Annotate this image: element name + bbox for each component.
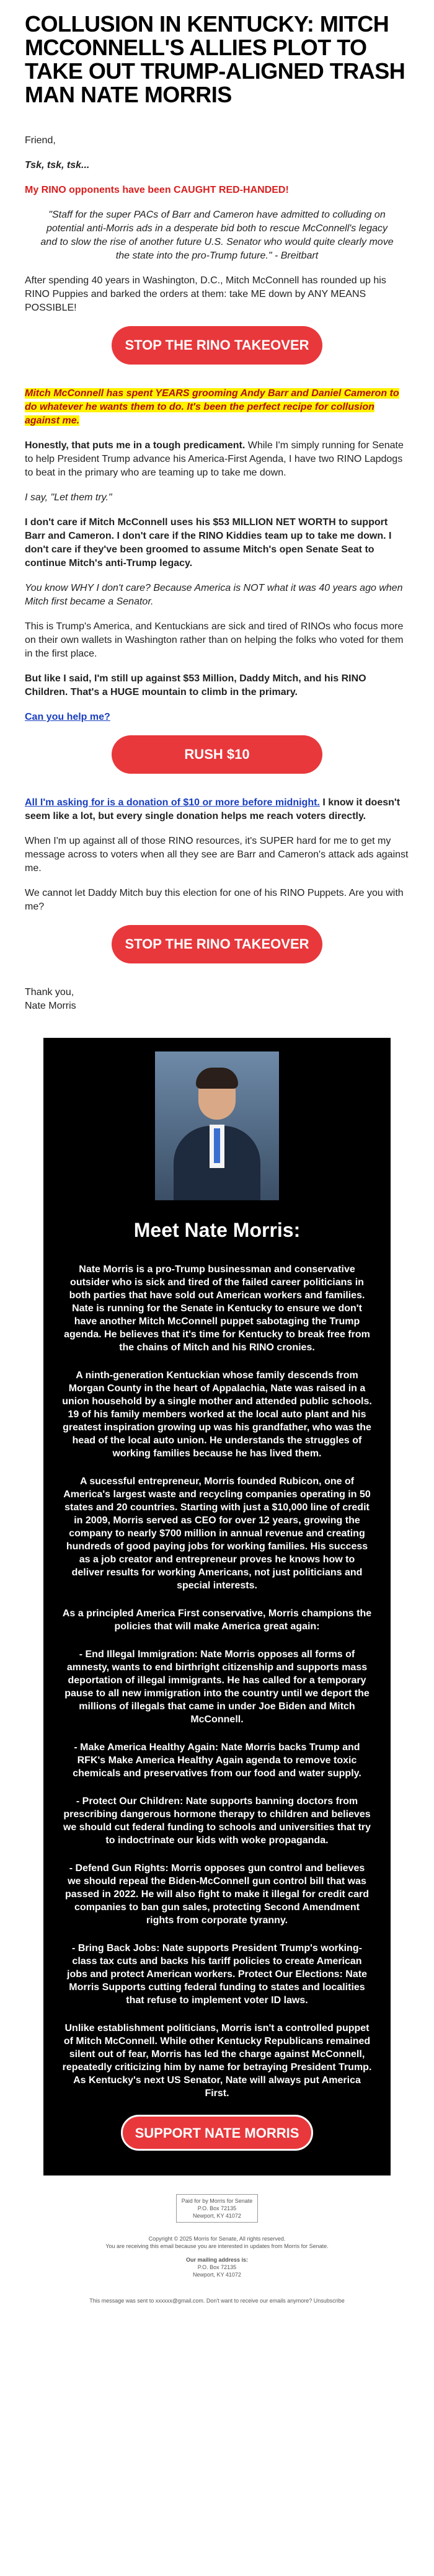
paragraph-2: Honestly, that puts me in a tough predicament. While I'm simply running for Senate to help President Trump advance his America-First Agenda, I have two RINO Lapdogs to beat in the primary who are teaming up to take me down. bbox=[25, 440, 404, 478]
tsk-line: Tsk, tsk, tsk... bbox=[25, 160, 90, 170]
email-body bbox=[25, 0, 409, 1013]
stop-rino-button-1[interactable]: STOP THE RINO TAKEOVER bbox=[112, 326, 322, 365]
bio-paragraph: - Bring Back Jobs: Nate supports President Trump's working-class tax cuts and backs his tariff policies to create American jobs and protect American workers. Protect Our Elections: Nate Morris Supports cutting federal funding to states and localities that refuse to implement voter ID laws. bbox=[67, 1943, 367, 2006]
bio-paragraph: - Protect Our Children: Nate supports banning doctors from prescribing dangerous hormone therapy to children and believes we should cut federal funding to schools and universities that try to indoctrinate our kids with woke propaganda. bbox=[63, 1796, 371, 1846]
paragraph-6: This is Trump's America, and Kentuckians are sick and tired of RINOs who focus more on their own wallets in Washington rather than on helping the folks who voted for them in the first place. bbox=[25, 621, 404, 659]
signoff: Thank you, Nate Morris bbox=[25, 987, 76, 1011]
donation-link[interactable]: All I'm asking for is a donation of $10 or more before midnight. bbox=[25, 797, 320, 808]
highlight-paragraph: Mitch McConnell has spent YEARS grooming Andy Barr and Daniel Cameron to do whatever he wants them to do. It's been the perfect recipe for collusion against me. bbox=[25, 388, 399, 426]
rush-10-button[interactable]: RUSH $10 bbox=[112, 735, 322, 774]
footer bbox=[0, 2175, 434, 2348]
mailing-address: Our mailing address is: P.O. Box 72135 Newport, KY 41072 bbox=[185, 2257, 249, 2278]
bio-paragraph: - Defend Gun Rights: Morris opposes gun control and believes we should repeal the Biden-McConnell gun control bill that was passed in 2022. He will also fight to make it illegal for credit card companies to ban gun sales, protecting Second Amendment rights from corporate tyranny. bbox=[65, 1863, 369, 1926]
paragraph-4: I don't care if Mitch McConnell uses his $53 MILLION NET WORTH to support Barr and Cameron. I don't care if the RINO Kiddies team up to take me down. I don't care if they've been groomed to assume Mitch's open Senate Seat to continue Mitch's anti-Trump legacy. bbox=[25, 517, 392, 569]
support-nate-button[interactable]: SUPPORT NATE MORRIS bbox=[121, 2115, 313, 2151]
bio-paragraph: Unlike establishment politicians, Morris isn't a controlled puppet of Mitch McConnell. While other Kentucky Republicans remained silent out of fear, Morris has led the charge against McConnell, repeatedly criticizing him by name for betraying President Trump. As Kentucky's next US Senator, Nate will always put America First. bbox=[62, 2023, 372, 2099]
paragraph-8: All I'm asking for is a donation of $10 or more before midnight. I know it doesn't seem like a lot, but every single donation helps me reach voters directly. bbox=[25, 797, 401, 821]
paragraph-7: But like I said, I'm still up against $53 Million, Daddy Mitch, and his RINO Children. That's a HUGE mountain to climb in the primary. bbox=[25, 673, 366, 697]
help-link[interactable]: Can you help me? bbox=[25, 712, 110, 722]
paragraph-9: When I'm up against all of those RINO resources, it's SUPER hard for me to get my message across to voters when all they see are Barr and Cameron's attack ads against me. bbox=[25, 836, 409, 874]
bio-title: Meet Nate Morris: bbox=[133, 1219, 301, 1241]
bio-section bbox=[43, 1038, 391, 2175]
copyright-text: Copyright © 2025 Morris for Senate, All rights reserved. You are receiving this email because you are interested in updates from Morris for Senate. bbox=[105, 2236, 329, 2249]
help-paragraph bbox=[25, 710, 409, 724]
bio-paragraph: - End Illegal Immigration: Nate Morris opposes all forms of amnesty, wants to end birthright citizenship and supports mass deportation of illegal immigrants. He has called for a temporary pause to all new immigration into the country until we deport the millions of illegals that came in under Joe Biden and Mitch McConnell. bbox=[64, 1649, 370, 1725]
bio-paragraph: As a principled America First conservative, Morris champions the policies that will make America great again: bbox=[62, 1608, 372, 1632]
bio-paragraph: A ninth-generation Kentuckian whose family descends from Morgan County in the heart of Appalachia, Nate was raised in a union household by a single mother and attended public schools. 19 of his family members worked at the local auto plant and his greatest inspiration growing up was his grandfather, who was the head of the local auto union. He understands the struggles of working families because he has lived them. bbox=[62, 1370, 372, 1459]
paragraph-3: I say, "Let them try." bbox=[25, 492, 112, 503]
bio-paragraph: Nate Morris is a pro-Trump businessman and conservative outsider who is sick and tired of the failed career politicians in both parties that have sold out American workers and families. Nate is running for the Senate in Kentucky to ensure we don't have another Mitch McConnell puppet sabotaging the Trump agenda. He believes that it's time for Kentucky to break free from the chains of Mitch and his RINO cronies. bbox=[64, 1264, 370, 1353]
paragraph-5: You know WHY I don't care? Because America is NOT what it was 40 years ago when Mitch first became a Senator. bbox=[25, 583, 403, 607]
paragraph-1: After spending 40 years in Washington, D.C., Mitch McConnell has rounded up his RINO Puppies and barked the orders at them: take ME down by ANY MEANS POSSIBLE! bbox=[25, 275, 386, 313]
bio-paragraph: A sucessful entrepreneur, Morris founded Rubicon, one of America's largest waste and recycling companies operating in 50 states and 20 countries. Starting with just a $10,000 line of credit in 2009, Morris served as CEO for over 12 years, growing the company to nearly $700 million in annual revenue and creating hundreds of good paying jobs for working families. His success as a job creator and entrepreneur proves he knows how to deliver results for working Americans, not just politicians and special interests. bbox=[63, 1476, 371, 1591]
caught-line: My RINO opponents have been CAUGHT RED-HANDED! bbox=[25, 185, 289, 195]
paragraph-10: We cannot let Daddy Mitch buy this election for one of his RINO Puppets. Are you with me? bbox=[25, 888, 404, 912]
stop-rino-button-2[interactable]: STOP THE RINO TAKEOVER bbox=[112, 925, 322, 963]
candidate-photo bbox=[155, 1051, 279, 1200]
greeting: Friend, bbox=[25, 135, 56, 146]
headline: COLLUSION IN KENTUCKY: MITCH MCCONNELL'S ALLIES PLOT TO TAKE OUT TRUMP-ALIGNED TRASH MAN NATE MORRIS bbox=[25, 11, 405, 107]
bio-paragraph: - Make America Healthy Again: Nate Morris backs Trump and RFK's Make America Healthy Again agenda to remove toxic chemicals and preservatives from our food and water supply. bbox=[73, 1742, 361, 1779]
breitbart-quote: "Staff for the super PACs of Barr and Cameron have admitted to colluding on potential anti-Morris ads in a desperate bid both to rescue McConnell's legacy and to slow the rise of another future U.S. Senator who would quite clearly move the state into the pro-Trump future." - Breitbart bbox=[40, 210, 394, 261]
paid-for-box: Paid for by Morris for Senate P.O. Box 72135 Newport, KY 41072 bbox=[176, 2194, 259, 2223]
sent-to-line[interactable]: This message was sent to xxxxxx@gmail.com. Don't want to receive our emails anymore? Unsubscribe bbox=[89, 2298, 345, 2304]
